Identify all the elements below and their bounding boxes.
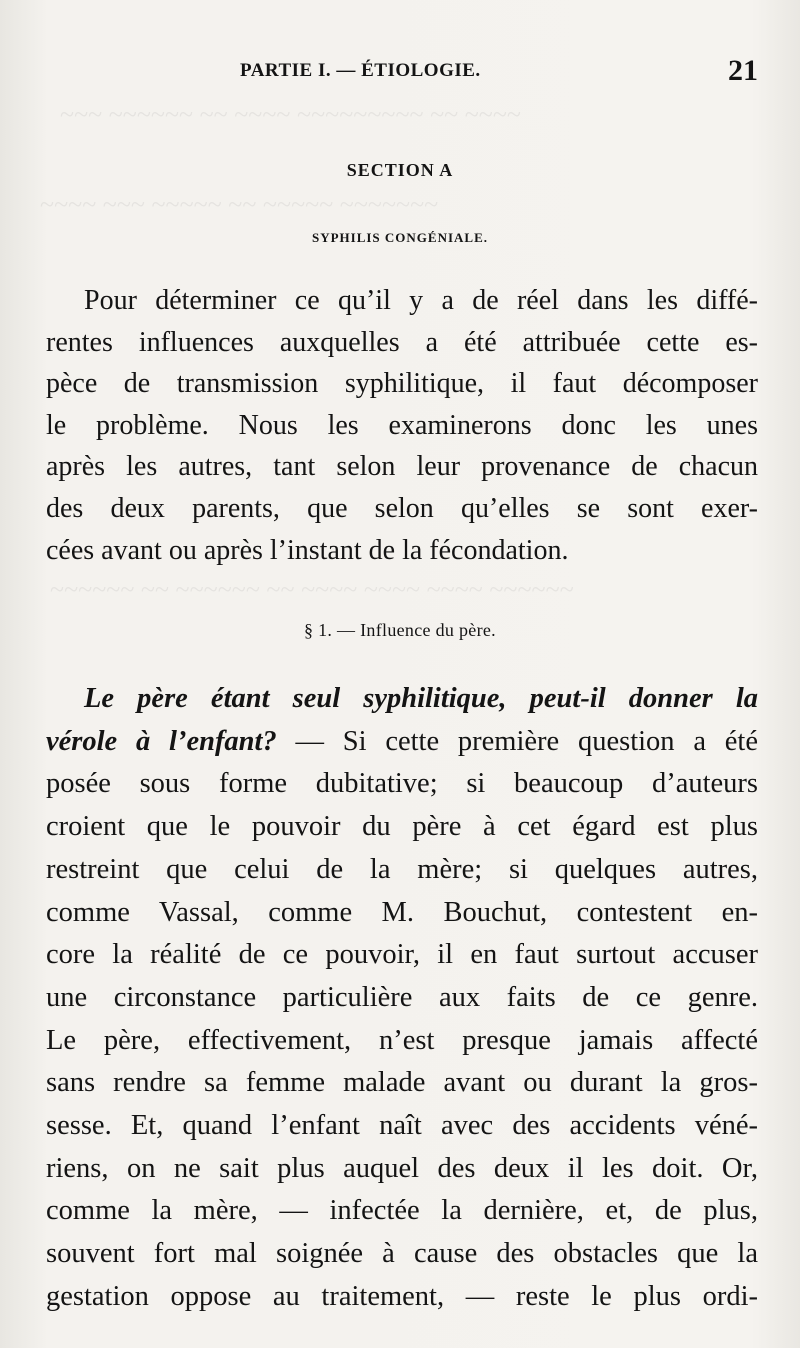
text-line: comme la mère, — infectée la dernière, et, de plus, [46, 1195, 758, 1227]
text-line: comme Vassal, comme M. Bouchut, contestent en- [46, 896, 758, 928]
text-fragment: — Si cette première question a été [276, 725, 758, 757]
text-line [46, 721, 758, 764]
text-line: souvent fort mal soignée à cause des obstacles que la [46, 1238, 758, 1270]
text-line: cées avant ou après l’instant de la fécondation. [46, 534, 569, 566]
text-line: une circonstance particulière aux faits de ce genre. [46, 981, 758, 1013]
text-line: riens, on ne sait plus auquel des deux il les doit. Or, [46, 1152, 758, 1184]
text-line: core la réalité de ce pouvoir, il en faut surtout accuser [46, 939, 758, 971]
text-line: Pour déterminer ce qu’il y a de réel dans les diffé- [84, 285, 758, 316]
text-line: sesse. Et, quand l’enfant naît avec des accidents véné- [46, 1110, 758, 1142]
text-line: après les autres, tant selon leur provenance de chacun [46, 451, 758, 483]
italic-question: Le père étant seul syphilitique, peut-il donner la [84, 683, 758, 714]
page-number: 21 [728, 54, 758, 87]
text-line: des deux parents, que selon qu’elles se sont exer- [46, 492, 758, 524]
text-line: croient que le pouvoir du père à cet égard est plus [46, 811, 758, 843]
paragraph-2 [46, 678, 758, 1319]
text-line: posée sous forme dubitative; si beaucoup d’auteurs [46, 768, 758, 800]
show-through-texture: ~~~~ ~~~ ~~~~~ ~~ ~~~~~ ~~~~~~~ [40, 190, 439, 219]
show-through-texture: ~~~ ~~~~~~ ~~ ~~~~ ~~~~~~~~~ ~~ ~~~~ [60, 100, 521, 129]
italic-question: vérole à l’enfant? [46, 725, 277, 757]
text-line: restreint que celui de la mère; si quelques autres, [46, 853, 758, 885]
text-line: le problème. Nous les examinerons donc les unes [46, 409, 758, 441]
paragraph-1 [46, 280, 758, 571]
text-line [46, 678, 758, 721]
page-header [46, 52, 758, 92]
text-line: gestation oppose au traitement, — reste le plus ordi- [46, 1280, 758, 1312]
text-line: pèce de transmission syphilitique, il faut décomposer [46, 368, 758, 400]
text-line: sans rendre sa femme malade avant ou durant la gros- [46, 1067, 758, 1099]
section-subheading: SYPHILIS CONGÉNIALE. [311, 230, 489, 245]
subsection-heading: § 1. — Influence du père. [304, 620, 496, 640]
running-title: PARTIE I. — ÉTIOLOGIE. [240, 60, 481, 81]
text-line: rentes influences auxquelles a été attribuée cette es- [46, 326, 758, 358]
text-line: Le père, effectivement, n’est presque jamais affecté [46, 1024, 758, 1056]
section-heading: SECTION A [346, 160, 454, 180]
show-through-texture: ~~~~~~ ~~ ~~~~~~ ~~ ~~~~ ~~~~ ~~~~ ~~~~~~ [50, 575, 574, 604]
